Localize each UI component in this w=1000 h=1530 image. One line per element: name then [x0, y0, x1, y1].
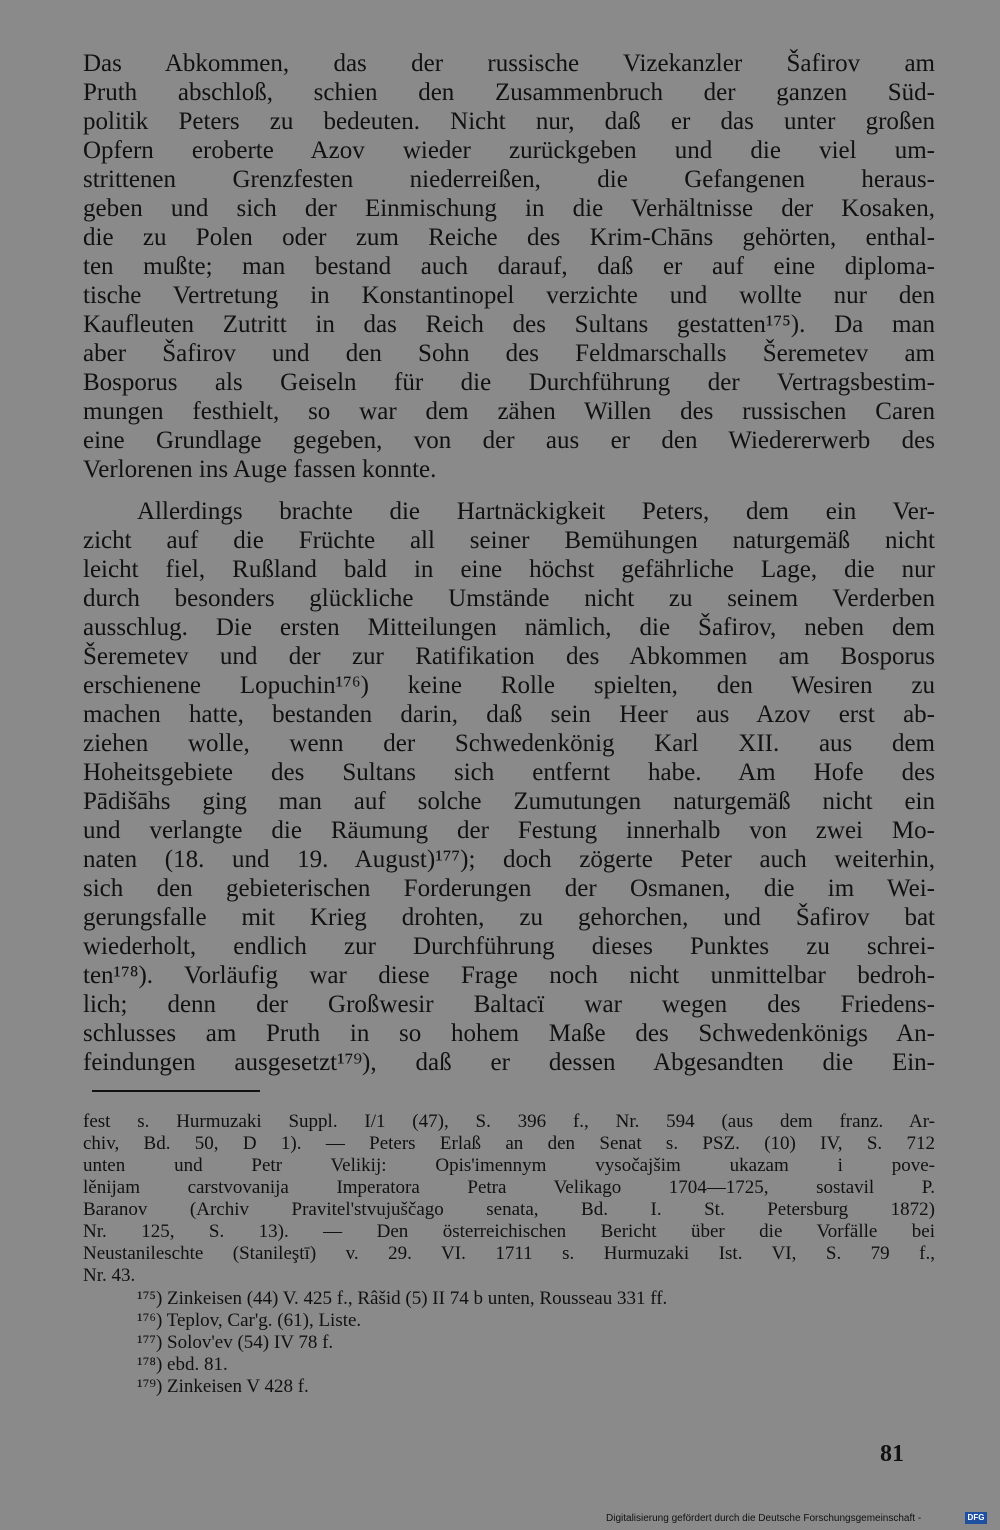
footnote-line: fest s. Hurmuzaki Suppl. I/1 (47), S. 396 f., Nr. 594 (aus dem franz. Ar- [83, 1111, 935, 1132]
footnote-line: Nr. 43. [83, 1265, 136, 1286]
footnote-175: ¹⁷⁵) Zinkeisen (44) V. 425 f., Râšid (5) II 74 b unten, Rousseau 331 ff. [137, 1288, 668, 1309]
body-line: ten mußte; man bestand auch darauf, daß er auf eine diploma- [83, 253, 935, 280]
body-line: politik Peters zu bedeuten. Nicht nur, daß er das unter großen [83, 108, 935, 135]
body-line: die zu Polen oder zum Reiche des Krim-Chāns gehörten, enthal- [83, 224, 935, 251]
footnote-179: ¹⁷⁹) Zinkeisen V 428 f. [137, 1376, 309, 1397]
body-line: Allerdings brachte die Hartnäckigkeit Peters, dem ein Ver- [137, 498, 935, 525]
body-line: machen hatte, bestanden darin, daß sein Heer aus Azov erst ab- [83, 701, 935, 728]
footnote-176: ¹⁷⁶) Teplov, Car'g. (61), Liste. [137, 1310, 362, 1331]
footnote-line: Baranov (Archiv Pravitel'stvujuščago senata, Bd. I. St. Petersburg 1872) [83, 1199, 935, 1220]
page-number: 81 [880, 1441, 904, 1467]
digitization-credit: Digitalisierung gefördert durch die Deutsche Forschungsgemeinschaft - [606, 1513, 922, 1524]
body-line: aber Šafirov und den Sohn des Feldmarschalls Šeremetev am [83, 340, 935, 367]
body-line: Hoheitsgebiete des Sultans sich entfernt habe. Am Hofe des [83, 759, 935, 786]
footnote-line: unten und Petr Velikij: Opis'imennym vysočajšim ukazam i pove- [83, 1155, 935, 1176]
body-line: ausschlug. Die ersten Mitteilungen nämlich, die Šafirov, neben dem [83, 614, 935, 641]
body-line: eine Grundlage gegeben, von der aus er den Wiedererwerb des [83, 427, 935, 454]
body-line: Pruth abschloß, schien den Zusammenbruch der ganzen Süd- [83, 79, 935, 106]
footnote-line: Nr. 125, S. 13). — Den österreichischen Bericht über die Vorfälle bei [83, 1221, 935, 1242]
dfg-logo: DFG [965, 1512, 987, 1524]
body-line: Kaufleuten Zutritt in das Reich des Sultans gestatten¹⁷⁵). Da man [83, 311, 935, 338]
body-line: tische Vertretung in Konstantinopel verzichte und wollte nur den [83, 282, 935, 309]
body-line: Pādišāhs ging man auf solche Zumutungen naturgemäß nicht ein [83, 788, 935, 815]
body-line: ziehen wolle, wenn der Schwedenkönig Karl XII. aus dem [83, 730, 935, 757]
footnote-line: lěnijam carstvovanija Imperatora Petra Velikago 1704—1725, sostavil P. [83, 1177, 935, 1198]
footnote-177: ¹⁷⁷) Solov'ev (54) IV 78 f. [137, 1332, 334, 1353]
body-line: Das Abkommen, das der russische Vizekanzler Šafirov am [83, 50, 935, 77]
body-line: gerungsfalle mit Krieg drohten, zu gehorchen, und Šafirov bat [83, 904, 935, 931]
body-line: strittenen Grenzfesten niederreißen, die Gefangenen heraus- [83, 166, 935, 193]
body-line: geben und sich der Einmischung in die Verhältnisse der Kosaken, [83, 195, 935, 222]
body-line: ten¹⁷⁸). Vorläufig war diese Frage noch nicht unmittelbar bedroh- [83, 962, 935, 989]
footnote-178: ¹⁷⁸) ebd. 81. [137, 1354, 228, 1375]
body-line: naten (18. und 19. August)¹⁷⁷); doch zögerte Peter auch weiterhin, [83, 846, 935, 873]
body-line: sich den gebieterischen Forderungen der Osmanen, die im Wei- [83, 875, 935, 902]
body-line: zicht auf die Früchte all seiner Bemühungen naturgemäß nicht [83, 527, 935, 554]
body-line: wiederholt, endlich zur Durchführung dieses Punktes zu schrei- [83, 933, 935, 960]
body-line: Šeremetev und der zur Ratifikation des Abkommen am Bosporus [83, 643, 935, 670]
footnote-line: Neustanileschte (Stanileştī) v. 29. VI. 1711 s. Hurmuzaki Ist. VI, S. 79 f., [83, 1243, 935, 1264]
body-line: und verlangte die Räumung der Festung innerhalb von zwei Mo- [83, 817, 935, 844]
body-line: leicht fiel, Rußland bald in eine höchst gefährliche Lage, die nur [83, 556, 935, 583]
body-line: Opfern eroberte Azov wieder zurückgeben und die viel um- [83, 137, 935, 164]
body-line: durch besonders glückliche Umstände nicht zu seinem Verderben [83, 585, 935, 612]
body-line: Bosporus als Geiseln für die Durchführung der Vertragsbestim- [83, 369, 935, 396]
body-line: feindungen ausgesetzt¹⁷⁹), daß er dessen Abgesandten die Ein- [83, 1049, 935, 1076]
body-line: erschienene Lopuchin¹⁷⁶) keine Rolle spielten, den Wesiren zu [83, 672, 935, 699]
body-line: mungen festhielt, so war dem zähen Willen des russischen Caren [83, 398, 935, 425]
body-line: Verlorenen ins Auge fassen konnte. [83, 456, 437, 483]
footnote-line: chiv, Bd. 50, D 1). — Peters Erlaß an den Senat s. PSZ. (10) IV, S. 712 [83, 1133, 935, 1154]
body-line: schlusses am Pruth in so hohem Maße des Schwedenkönigs An- [83, 1020, 935, 1047]
footnote-separator [92, 1090, 260, 1092]
body-line: lich; denn der Großwesir Baltacï war wegen des Friedens- [83, 991, 935, 1018]
